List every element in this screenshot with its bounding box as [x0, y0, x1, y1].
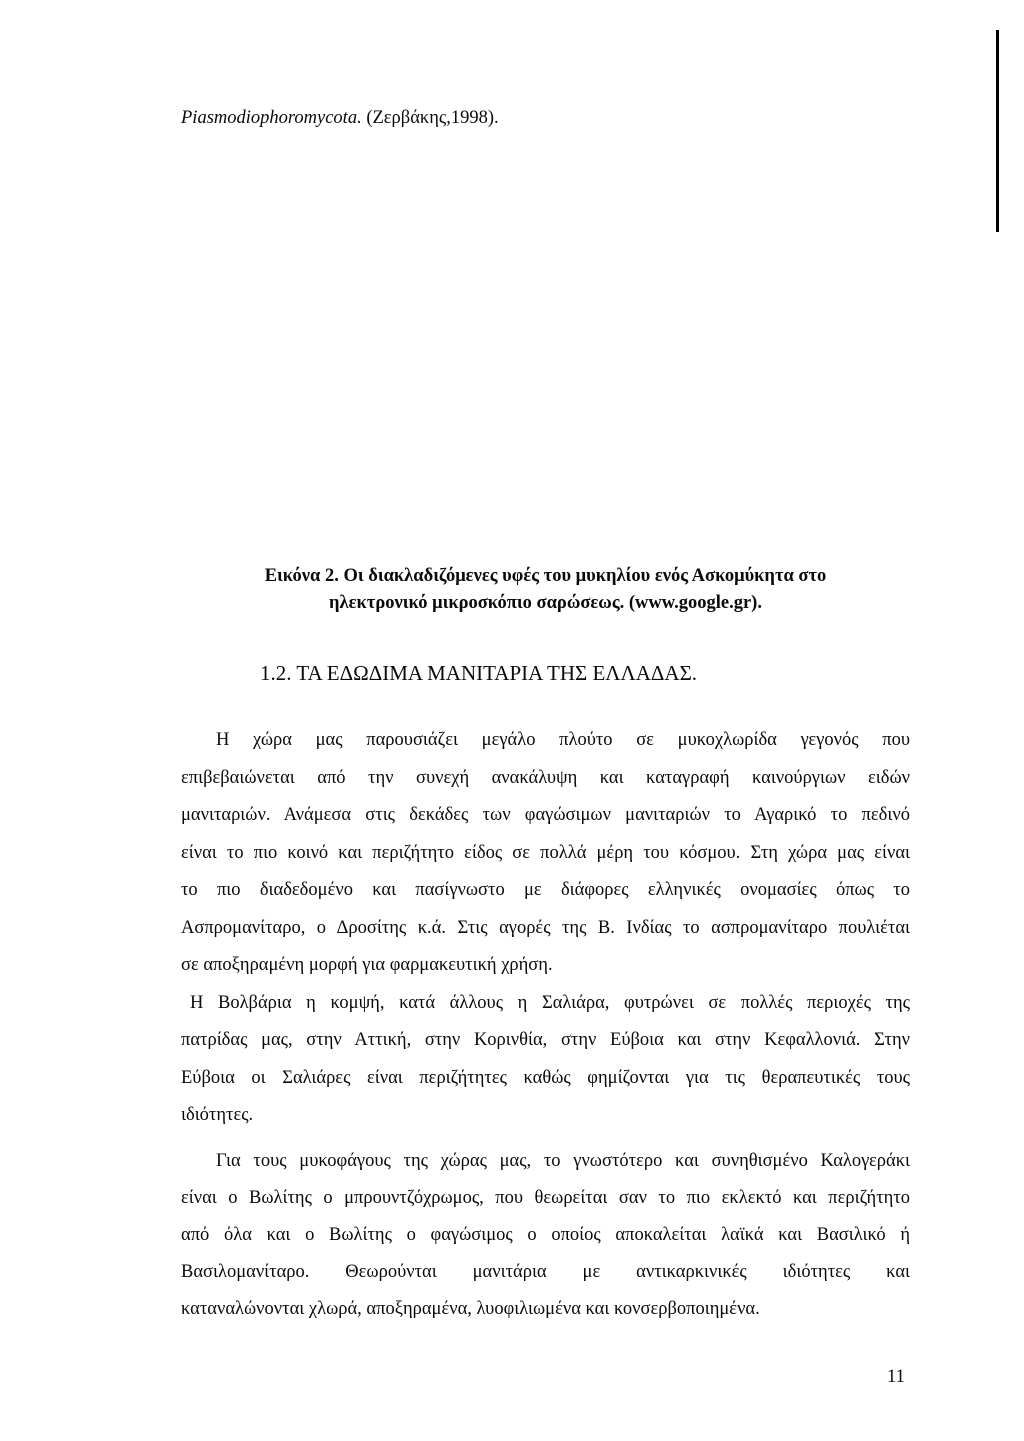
paragraph-line: Εύβοια οι Σαλιάρες είναι περιζήτητες καθώς φημίζονται για τις θεραπευτικές τους: [181, 1067, 910, 1088]
caption-line: Εικόνα 2. Οι διακλαδιζόμενες υφές του μυκηλίου ενός Ασκομύκητα στο: [264, 566, 827, 586]
paragraph-line: καταναλώνονται χλωρά, αποξηραμένα, λυοφιλιωμένα και κονσερβοποιημένα.: [181, 1299, 760, 1319]
paragraph-line: Ασπρομανίταρο, ο Δροσίτης κ.ά. Στις αγορές της Β. Ινδίας το ασπρομανίταρο πουλιέται: [181, 917, 910, 938]
paragraph-line: είναι ο Βωλίτης ο μπρουντζόχρωμος, που θεωρείται σαν το πιο εκλεκτό και περιζήτητο: [181, 1188, 910, 1208]
body-text-block: [181, 1143, 910, 1328]
paragraph-line: το πιο διαδεδομένο και πασίγνωστο με διάφορες ελληνικές ονομασίες όπως το: [181, 880, 910, 900]
paragraph-line: σε αποξηραμένη μορφή για φαρμακευτική χρήση.: [181, 955, 553, 975]
paragraph-line: μανιταριών. Ανάμεσα στις δεκάδες των φαγώσιμων μανιταριών το Αγαρικό το πεδινό: [181, 805, 910, 825]
caption-line: ηλεκτρονικό μικροσκόπιο σαρώσεως. (www.google.gr).: [329, 593, 762, 613]
citation-line: [181, 106, 499, 130]
body-text-block: [181, 722, 910, 1135]
paragraph-line: είναι το πιο κοινό και περιζήτητο είδος σε πολλά μέρη του κόσμου. Στη χώρα μας είναι: [181, 842, 910, 863]
body-paragraph: [181, 722, 910, 985]
body-paragraph: [181, 985, 910, 1135]
paragraph-line: ιδιότητες.: [181, 1105, 254, 1125]
paragraph-line: από όλα και ο Βωλίτης ο φαγώσιμος ο οποίος αποκαλείται λαϊκά και Βασιλικό ή: [181, 1225, 910, 1245]
scan-edge-line: [996, 30, 999, 232]
body-paragraph: [181, 1143, 910, 1328]
paragraph-line: Βασιλομανίταρο. Θεωρούνται μανιτάρια με αντικαρκινικές ιδιότητες και: [181, 1262, 910, 1282]
paragraph-line: Η χώρα μας παρουσιάζει μεγάλο πλούτο σε μυκοχλωρίδα γεγονός που: [216, 730, 910, 750]
citation-reference: (Ζερβάκης,1998).: [366, 108, 499, 128]
paragraph-line: επιβεβαιώνεται από την συνεχή ανακάλυψη και καταγραφή καινούργιων ειδών: [181, 767, 910, 788]
taxon-name: Piasmodiophoromycota.: [181, 108, 362, 128]
section-heading: 1.2. ΤΑ ΕΔΩΔΙΜΑ ΜΑΝΙΤΑΡΙΑ ΤΗΣ ΕΛΛΑΔΑΣ.: [260, 661, 698, 685]
page-number: 11: [887, 1367, 905, 1387]
figure-caption: [181, 563, 910, 617]
paragraph-line: Η Βολβάρια η κομψή, κατά άλλους η Σαλιάρα, φυτρώνει σε πολλές περιοχές της: [190, 992, 910, 1013]
paragraph-line: Για τους μυκοφάγους της χώρας μας, το γνωστότερο και συνηθισμένο Καλογεράκι: [216, 1151, 910, 1171]
paragraph-line: πατρίδας μας, στην Αττική, στην Κορινθία, στην Εύβοια και στην Κεφαλλονιά. Στην: [181, 1030, 910, 1050]
